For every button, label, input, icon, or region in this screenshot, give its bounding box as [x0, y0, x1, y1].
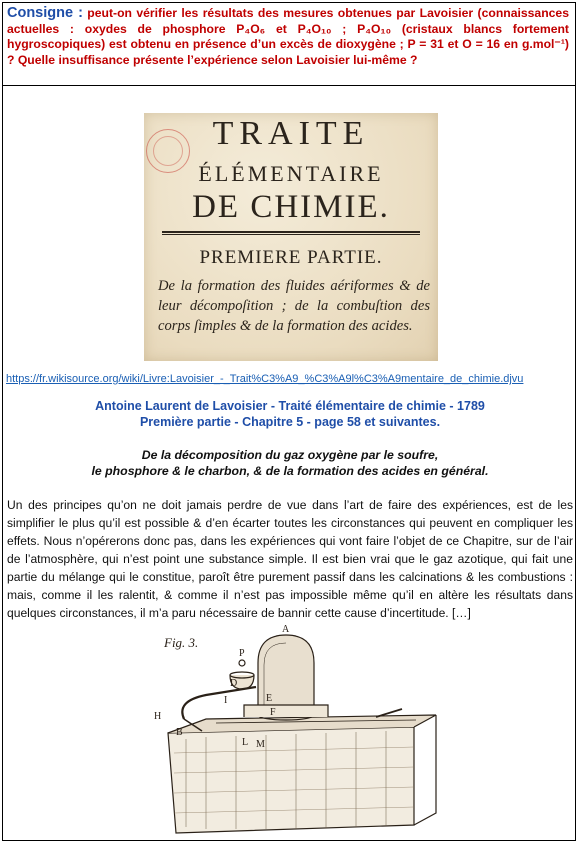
experiment-figure [146, 623, 446, 837]
figure-letter-h: H [154, 711, 162, 722]
chapter-heading [0, 447, 580, 479]
divider [2, 85, 576, 86]
title-rule [162, 231, 420, 233]
citation [0, 398, 580, 430]
source-link[interactable]: https://fr.wikisource.org/wiki/Livre:Lavoisier_-_Trait%C3%A9_%C3%A9l%C3%A9mentaire_de_chimie.djvu [6, 373, 524, 385]
figure-letter-l: L [242, 737, 249, 748]
citation-line2: Première partie - Chapitre 5 - page 58 et suivantes. [139, 415, 441, 429]
title-rule-thin [162, 234, 420, 235]
book-subtitle: De la formation des fluides aériformes & de leur décompoſition ; de la combuſtion des corps ſimples & de la formation des acides. [158, 278, 430, 334]
figure-letter-e: E [266, 693, 273, 704]
citation-line1: Antoine Laurent de Lavoisier - Traité élémentaire de chimie - 1789 [95, 399, 485, 413]
figure-letter-d: D [230, 678, 238, 689]
figure-letter-m: M [256, 739, 265, 750]
figure-letter-b: B [176, 727, 183, 738]
book-title-line2: ÉLÉMENTAIRE [198, 161, 384, 186]
figure-letter-p: P [239, 648, 245, 659]
book-title-line3: DE CHIMIE. [192, 189, 390, 225]
figure-letter-a: A [282, 624, 290, 635]
figure-letter-f: F [270, 707, 276, 718]
instruction-label: Consigne : [7, 5, 83, 21]
book-cover-image [144, 113, 438, 361]
chapter-heading-line2: le phosphore & le charbon, & de la formation des acides en général. [91, 464, 489, 478]
instruction-text: peut-on vérifier les résultats des mesures obtenues par Lavoisier (connaissances actuelles : oxydes de phosphore P₄O₆ et P₄O₁₀ ; P₄O₁₀ (cristaux blancs fortement hygroscopiques) est obtenu en présence d’un excès de dioxygène ; P = 31 et O = 16 en g.mol⁻¹) ? Quelle insuffisance présente l’expérience selon Lavoisier lui-même ? [7, 6, 569, 67]
book-part: PREMIERE PARTIE. [199, 247, 383, 268]
body-text: Un des principes qu’on ne doit jamais perdre de vue dans l’art de faire des expériences, est de les simplifier le plus qu’il est possible & d’en écarter toutes les circonstances qui peuvent en compliquer les effets. Nous n’opérerons donc pas, dans les expériences qui vont faire l’objet de ce Chapitre, sur de l’air de l’atmosphère, qui n’est point une substance simple. Il est bien vrai que le gaz azotique, qui fait une partie du mélange qui le constitue, paroît être purement passif dans les calcinations & les combustions : mais, comme il les ralentit, & comme il n’est pas impossible même qu’il en altère les résultats dans quelques circonstances, il m’a paru nécessaire de bannir cette cause d’incertitude. […] [7, 498, 573, 620]
book-title-line1: TRAITE [212, 115, 370, 152]
instruction-block [7, 6, 569, 68]
figure-caption: Fig. 3. [164, 635, 199, 650]
figure-letter-i: I [224, 695, 228, 706]
chapter-heading-line1: De la décomposition du gaz oxygène par le soufre, [141, 448, 439, 462]
